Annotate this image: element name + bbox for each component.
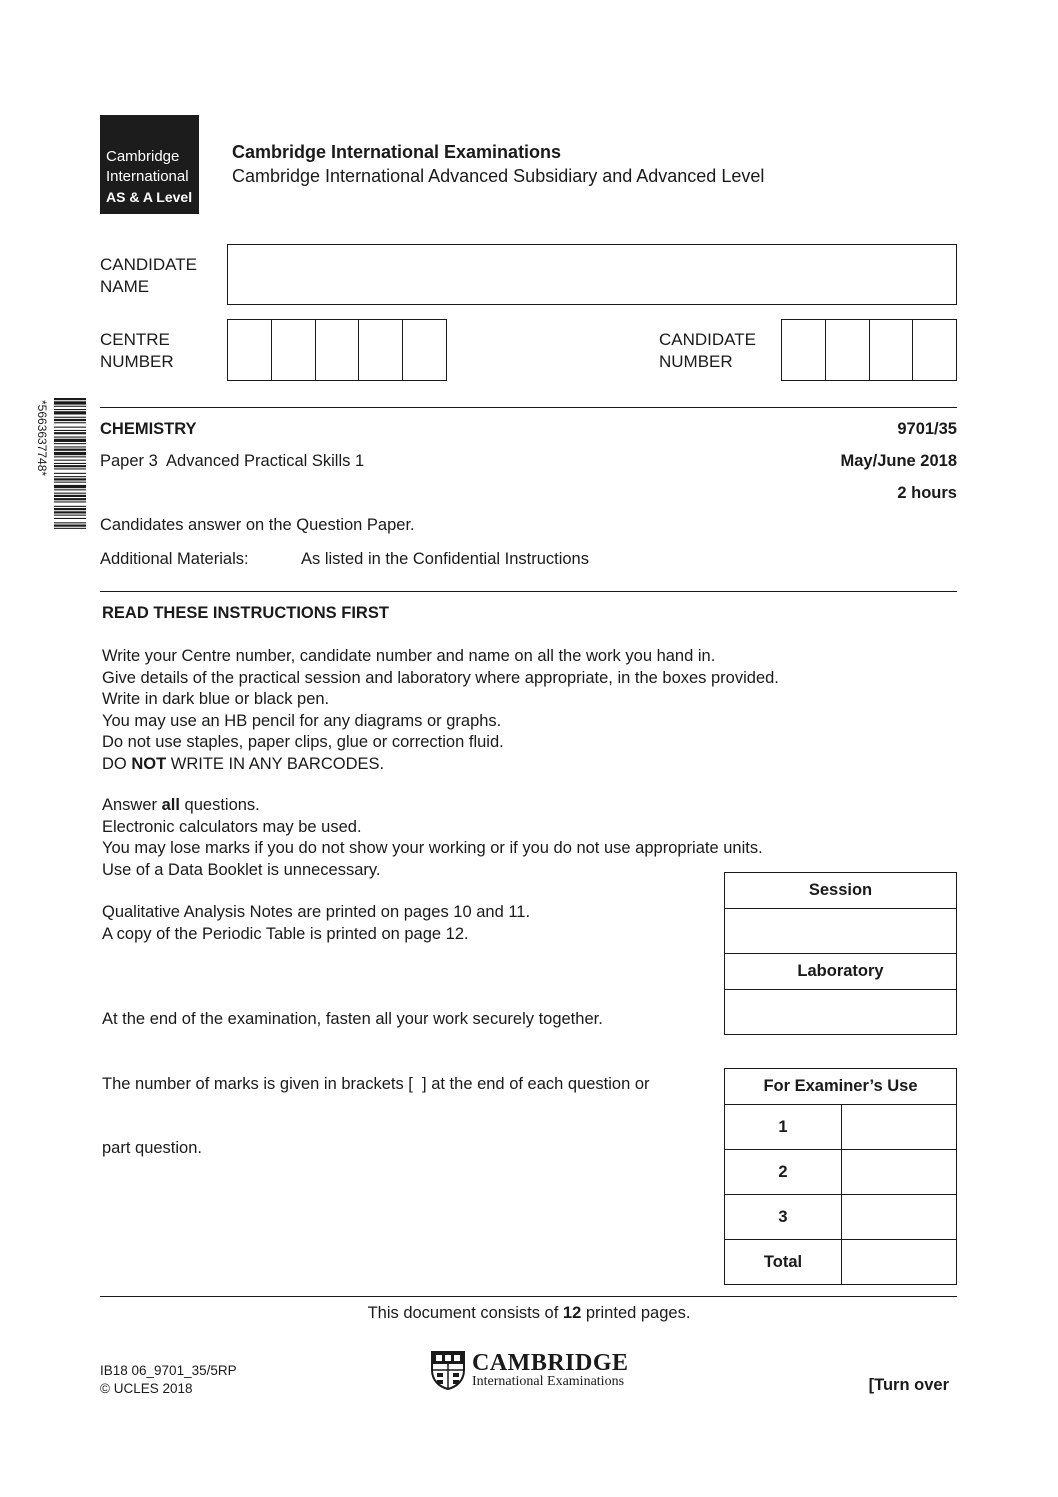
session-label: Session — [725, 873, 957, 909]
total-label: Total — [725, 1240, 842, 1285]
barcode-bar — [54, 511, 86, 513]
reference-code: IB18 06_9701_35/5RP — [100, 1363, 237, 1378]
answer-note: Candidates answer on the Question Paper. — [100, 516, 415, 534]
barcode-bar — [54, 409, 86, 410]
exam-board-subtitle: Cambridge International Advanced Subsidiary and Advanced Level — [232, 166, 765, 186]
logo-line-2: International — [106, 168, 189, 185]
question-1-label: 1 — [725, 1105, 842, 1150]
cambridge-brand — [430, 1350, 640, 1392]
barcode-bar — [54, 398, 86, 400]
barcode-bar — [54, 463, 86, 464]
document-reference — [100, 1362, 237, 1398]
candidate-name-label — [100, 254, 197, 298]
barcode-bar — [54, 401, 86, 404]
paper-title: Paper 3 Advanced Practical Skills 1 — [100, 452, 365, 470]
barcode-bar — [54, 411, 86, 414]
turn-over: [Turn over — [868, 1376, 949, 1394]
question-2-mark-field[interactable] — [842, 1150, 957, 1195]
copyright: © UCLES 2018 — [100, 1381, 193, 1396]
barcode-bar — [54, 482, 86, 483]
centre-number-digit[interactable] — [228, 320, 272, 380]
instruction-line: Qualitative Analysis Notes are printed on pages 10 and 11. — [102, 903, 531, 921]
instruction-line: Write in dark blue or black pen. — [102, 690, 330, 708]
candidate-number-label — [659, 329, 756, 373]
brand-title: CAMBRIDGE — [472, 1350, 629, 1376]
barcode-bar — [54, 419, 86, 421]
instructions-block-1 — [102, 646, 779, 775]
barcode-bar — [54, 476, 86, 477]
barcode-bar — [54, 446, 86, 447]
centre-number-digit[interactable] — [403, 320, 446, 380]
barcode-bar — [54, 422, 86, 423]
question-1-mark-field[interactable] — [842, 1105, 957, 1150]
barcode-bar — [54, 485, 86, 488]
barcode-bar — [54, 449, 86, 451]
barcode-bar — [54, 473, 86, 474]
divider — [100, 407, 957, 408]
candidate-number-digit[interactable] — [826, 320, 870, 380]
candidate-number-digit[interactable] — [913, 320, 956, 380]
brand-subtitle: International Examinations — [472, 1374, 625, 1389]
examiner-use-heading: For Examiner’s Use — [725, 1069, 957, 1105]
candidate-number-field[interactable] — [781, 319, 957, 381]
instructions-block-4 — [102, 966, 650, 1181]
centre-number-digit[interactable] — [359, 320, 403, 380]
session-field[interactable] — [725, 909, 957, 954]
instruction-line: You may use an HB pencil for any diagrams or graphs. — [102, 711, 502, 730]
instruction-line: Electronic calculators may be used. — [102, 817, 362, 836]
barcode-bar — [54, 495, 86, 497]
question-3-label: 3 — [725, 1195, 842, 1240]
instructions-block-3 — [102, 902, 530, 945]
candidate-name-label-line-2: NAME — [100, 277, 150, 296]
barcode-bar — [54, 518, 86, 519]
candidate-name-field[interactable] — [227, 244, 957, 305]
barcode-bar — [54, 506, 86, 507]
barcode-bar — [54, 528, 86, 529]
barcode-bars — [54, 398, 86, 529]
instruction-line: At the end of the examination, fasten all your work securely together. — [102, 1010, 603, 1028]
materials-value: As listed in the Confidential Instructions — [301, 550, 589, 568]
centre-number-digit[interactable] — [316, 320, 360, 380]
candidate-number-digit[interactable] — [870, 320, 914, 380]
barcode-bar — [54, 522, 86, 523]
examiner-use-table — [724, 1068, 957, 1285]
instruction-line: part question. — [102, 1139, 202, 1157]
barcode-bar — [54, 443, 86, 444]
laboratory-label: Laboratory — [725, 954, 957, 990]
barcode-bar — [54, 417, 86, 418]
cambridge-logo — [100, 115, 199, 214]
logo-line-1: Cambridge — [106, 148, 180, 165]
question-2-label: 2 — [725, 1150, 842, 1195]
barcode-bar — [54, 437, 86, 438]
instruction-line: Write your Centre number, candidate number and name on all the work you hand in. — [102, 647, 716, 665]
exam-session: May/June 2018 — [840, 452, 957, 470]
barcode-bar — [54, 430, 86, 431]
divider — [100, 1296, 957, 1297]
logo-line-3: AS & A Level — [106, 189, 193, 205]
barcode-bar — [54, 456, 86, 457]
barcode — [32, 398, 86, 598]
instruction-line-barcodes: DO NOT WRITE IN ANY BARCODES. — [102, 754, 385, 773]
barcode-digits: *5663637748* — [35, 400, 49, 477]
candidate-number-label-line-2: NUMBER — [659, 352, 733, 371]
instruction-line: The number of marks is given in brackets [ ] at the end of each question or — [102, 1074, 650, 1093]
candidate-name-label-line-1: CANDIDATE — [100, 255, 197, 274]
paper-code: 9701/35 — [897, 420, 957, 438]
barcode-bar — [54, 489, 86, 490]
question-3-mark-field[interactable] — [842, 1195, 957, 1240]
cambridge-shield-icon — [430, 1350, 466, 1390]
divider — [100, 591, 957, 592]
exam-duration: 2 hours — [897, 484, 957, 502]
barcode-bar — [54, 452, 86, 455]
barcode-bar — [54, 525, 86, 527]
instruction-line: You may lose marks if you do not show your working or if you do not use appropriate units. — [102, 839, 763, 857]
total-mark-field[interactable] — [842, 1240, 957, 1285]
barcode-bar — [54, 501, 86, 502]
instruction-line: A copy of the Periodic Table is printed on page 12. — [102, 924, 469, 943]
centre-number-digit[interactable] — [272, 320, 316, 380]
instructions-block-2 — [102, 795, 763, 881]
barcode-bar — [54, 478, 86, 480]
page-count-note: This document consists of 12 printed pages. — [367, 1304, 691, 1322]
instruction-line-answer: Answer all questions. — [102, 796, 260, 814]
centre-number-label-line-2: NUMBER — [100, 352, 174, 371]
centre-number-label — [100, 329, 174, 373]
barcode-bar — [54, 493, 86, 494]
candidate-number-label-line-1: CANDIDATE — [659, 330, 756, 349]
candidate-number-digit[interactable] — [782, 320, 826, 380]
instruction-line: Give details of the practical session and laboratory where appropriate, in the boxes provided. — [102, 668, 779, 687]
barcode-bar — [54, 508, 86, 510]
session-laboratory-table — [724, 872, 957, 1035]
laboratory-field[interactable] — [725, 990, 957, 1035]
centre-number-field[interactable] — [227, 319, 447, 381]
barcode-bar — [54, 427, 86, 428]
instructions-heading: READ THESE INSTRUCTIONS FIRST — [102, 604, 389, 622]
exam-board-title: Cambridge International Examinations — [232, 142, 562, 162]
instruction-line: Do not use staples, paper clips, glue or correction fluid. — [102, 733, 504, 751]
barcode-bar — [54, 432, 86, 434]
barcode-bar — [54, 515, 86, 516]
barcode-bar — [54, 439, 86, 442]
barcode-bar — [54, 406, 86, 407]
materials-label: Additional Materials: — [100, 550, 249, 568]
instruction-line: Use of a Data Booklet is unnecessary. — [102, 860, 381, 879]
subject: CHEMISTRY — [100, 420, 197, 438]
centre-number-label-line-1: CENTRE — [100, 330, 170, 349]
barcode-bar — [54, 465, 86, 467]
barcode-bar — [54, 460, 86, 461]
barcode-bar — [54, 468, 86, 469]
barcode-bar — [54, 498, 86, 500]
